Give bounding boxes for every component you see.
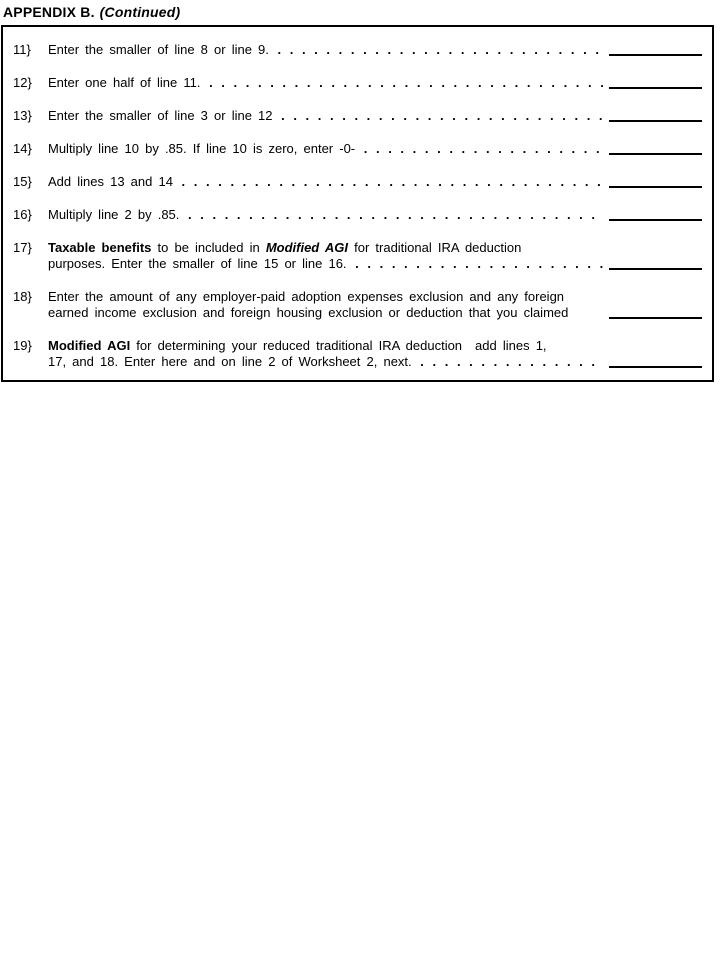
line-number: 15} [13,174,32,189]
text-segment: purposes. Enter the smaller of line 15 or line 16. [48,256,347,271]
entry-blank-line [609,153,702,155]
line-text [48,338,605,370]
text-segment: 17, and 18. Enter here and on line 2 of Worksheet 2, next. [48,354,412,369]
page-title [3,3,725,21]
text-segment: Taxable benefits [48,240,152,255]
dotted-leader: . . . . . . . . . . . . . . . . . . . . . . . . . . . [272,108,603,123]
entry-blank-line [609,120,702,122]
text-segment: Modified AGI [265,240,348,255]
line-number: 17} [13,240,32,255]
entry-blank-line [609,219,702,221]
line-number: 19} [13,338,32,353]
dotted-leader: . . . . . . . . . . . . . . . . . . . . . [346,256,604,271]
text-segment: Multiply line 2 by .85. [48,207,180,222]
line-text [48,108,605,124]
text-segment: Add lines 13 and 14 [48,174,173,189]
entry-blank-line [609,366,702,368]
line-text [48,174,605,190]
text-segment: Modified AGI [48,338,131,353]
line-number: 16} [13,207,32,222]
worksheet-row [13,338,703,370]
dotted-leader: . . . . . . . . . . . . . . . . . . . . [355,141,600,156]
line-number: 11} [13,42,31,57]
worksheet-row [13,289,703,321]
dotted-leader: . . . . . . . . . . . . . . . [411,354,596,369]
worksheet-row [13,240,703,272]
text-segment: Enter the smaller of line 8 or line 9. [48,42,269,57]
appendix-title-continued: (Continued) [99,4,181,20]
dotted-leader: . . . . . . . . . . . . . . . . . . . . . . . . . . . . . . . . . . [179,207,596,222]
worksheet-row [13,42,703,58]
entry-blank-line [609,54,702,56]
text-segment: Enter the amount of any employer-paid adoption expenses exclusion and any foreign [48,289,565,304]
text-segment: earned income exclusion and foreign housing exclusion or deduction that you claimed [48,305,569,320]
text-segment: Multiply line 10 by .85. If line 10 is zero, enter -0- [48,141,356,156]
line-text [48,75,605,91]
line-text [48,42,605,58]
entry-blank-line [609,317,702,319]
worksheet-row [13,108,703,124]
dotted-leader: . . . . . . . . . . . . . . . . . . . . . . . . . . . . . . . . . . . [172,174,601,189]
text-segment: for determining your reduced traditional IRA deduction [130,338,463,353]
line-number: 18} [13,289,32,304]
entry-blank-line [609,186,702,188]
line-number: 12} [13,75,32,90]
worksheet-row [13,174,703,190]
text-segment: for traditional IRA deduction [348,240,522,255]
line-text [48,240,605,272]
appendix-title: APPENDIX B. [3,4,95,20]
text-segment: add lines 1, [475,338,547,353]
line-text [48,207,605,223]
line-text [48,141,605,157]
worksheet-row [13,207,703,223]
text-segment: Enter the smaller of line 3 or line 12 [48,108,273,123]
line-number: 13} [13,108,32,123]
dotted-leader: . . . . . . . . . . . . . . . . . . . . . . . . . . . [268,42,599,57]
text-segment: to be included in [151,240,266,255]
line-text [48,289,605,321]
line-number: 14} [13,141,32,156]
worksheet-row [13,75,703,91]
worksheet-box [1,25,714,382]
dotted-leader: . . . . . . . . . . . . . . . . . . . . . . . . . . . . . . . . . [200,75,604,90]
text-segment: Enter one half of line 11. [48,75,201,90]
entry-blank-line [609,87,702,89]
worksheet-row [13,141,703,157]
entry-blank-line [609,268,702,270]
